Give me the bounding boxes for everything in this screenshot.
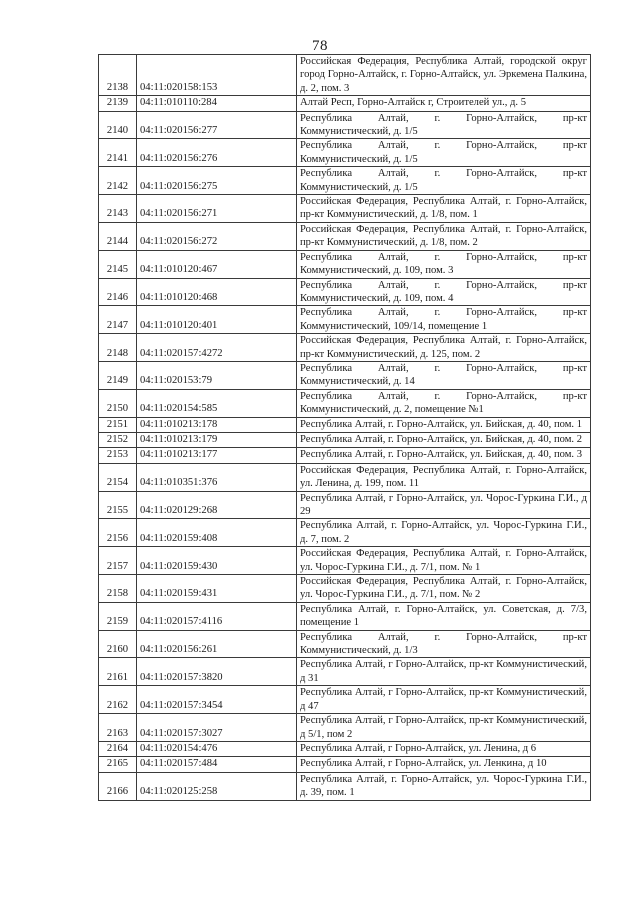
cadastral-number: 04:11:020156:271 (137, 195, 297, 223)
address: Республика Алтай, г. Горно-Алтайск, пр-кт Коммунистический, д. 1/3 (297, 630, 591, 658)
address: Республика Алтай, г. Горно-Алтайск, ул. Бийская, д. 40, пом. 1 (297, 417, 591, 432)
table-row (99, 519, 591, 547)
row-number: 2146 (99, 278, 137, 306)
address: Республика Алтай, г. Горно-Алтайск, ул. Бийская, д. 40, пом. 3 (297, 448, 591, 463)
address: Российская Федерация, Республика Алтай, г. Горно-Алтайск, пр-кт Коммунистический, д. 125, пом. 2 (297, 334, 591, 362)
table-row (99, 602, 591, 630)
table-row (99, 195, 591, 223)
row-number: 2141 (99, 139, 137, 167)
row-number: 2162 (99, 686, 137, 714)
cadastral-number: 04:11:020157:4116 (137, 602, 297, 630)
cadastral-number: 04:11:020157:3027 (137, 714, 297, 742)
row-number: 2159 (99, 602, 137, 630)
address: Республика Алтай, г Горно-Алтайск, пр-кт Коммунистический, д 47 (297, 686, 591, 714)
cadastral-number: 04:11:020156:275 (137, 167, 297, 195)
table-row (99, 139, 591, 167)
address: Республика Алтай, г. Горно-Алтайск, пр-кт Коммунистический, д. 2, помещение №1 (297, 389, 591, 417)
row-number: 2160 (99, 630, 137, 658)
cadastral-number: 04:11:020157:484 (137, 757, 297, 772)
cadastral-number: 04:11:010213:179 (137, 432, 297, 447)
cadastral-number: 04:11:010120:467 (137, 250, 297, 278)
address: Республика Алтай, г Горно-Алтайск, пр-кт Коммунистический, д 5/1, пом 2 (297, 714, 591, 742)
cadastral-number: 04:11:010213:177 (137, 448, 297, 463)
table-row (99, 417, 591, 432)
table-row (99, 491, 591, 519)
cadastral-number: 04:11:020157:3454 (137, 686, 297, 714)
address: Республика Алтай, г. Горно-Алтайск, пр-кт Коммунистический, д. 109, пом. 3 (297, 250, 591, 278)
row-number: 2155 (99, 491, 137, 519)
cadastral-number: 04:11:020157:4272 (137, 334, 297, 362)
table-row (99, 389, 591, 417)
table-row (99, 714, 591, 742)
cadastral-number: 04:11:020159:408 (137, 519, 297, 547)
cadastral-number: 04:11:010120:468 (137, 278, 297, 306)
row-number: 2164 (99, 741, 137, 756)
cadastral-number: 04:11:010213:178 (137, 417, 297, 432)
address: Республика Алтай, г Горно-Алтайск, ул. Ленина, д 6 (297, 741, 591, 756)
cadastral-number: 04:11:020156:276 (137, 139, 297, 167)
row-number: 2151 (99, 417, 137, 432)
address: Республика Алтай, г. Горно-Алтайск, ул. Бийская, д. 40, пом. 2 (297, 432, 591, 447)
address: Республика Алтай, г Горно-Алтайск, пр-кт Коммунистический, д 31 (297, 658, 591, 686)
table-row (99, 278, 591, 306)
cadastral-number: 04:11:020158:153 (137, 55, 297, 96)
row-number: 2142 (99, 167, 137, 195)
table-body (99, 55, 591, 801)
table-row (99, 772, 591, 800)
cadastral-number: 04:11:020156:277 (137, 111, 297, 139)
table-row (99, 111, 591, 139)
cadastral-number: 04:11:020159:430 (137, 547, 297, 575)
table-row (99, 757, 591, 772)
property-register-table (98, 54, 591, 801)
cadastral-number: 04:11:020125:258 (137, 772, 297, 800)
address: Российская Федерация, Республика Алтай, г. Горно-Алтайск, пр-кт Коммунистический, д. 1/8, пом. 2 (297, 222, 591, 250)
row-number: 2139 (99, 96, 137, 111)
row-number: 2138 (99, 55, 137, 96)
row-number: 2161 (99, 658, 137, 686)
cadastral-number: 04:11:020154:476 (137, 741, 297, 756)
table-row (99, 167, 591, 195)
table-row (99, 96, 591, 111)
row-number: 2165 (99, 757, 137, 772)
table-row (99, 306, 591, 334)
table-row (99, 334, 591, 362)
cadastral-number: 04:11:020153:79 (137, 361, 297, 389)
cadastral-number: 04:11:020129:268 (137, 491, 297, 519)
table-row (99, 686, 591, 714)
address: Республика Алтай, г. Горно-Алтайск, ул. Чорос-Гуркина Г.И., д. 7, пом. 2 (297, 519, 591, 547)
address: Республика Алтай, г. Горно-Алтайск, пр-кт Коммунистический, д. 1/5 (297, 139, 591, 167)
address: Российская Федерация, Республика Алтай, г. Горно-Алтайск, ул. Чорос-Гуркина Г.И., д. 7/1, пом. № 1 (297, 547, 591, 575)
address: Российская Федерация, Республика Алтай, г. Горно-Алтайск, ул. Ленина, д. 199, пом. 11 (297, 463, 591, 491)
address: Алтай Респ, Горно-Алтайск г, Строителей ул., д. 5 (297, 96, 591, 111)
table-row (99, 55, 591, 96)
row-number: 2158 (99, 575, 137, 603)
table-row (99, 658, 591, 686)
cadastral-number: 04:11:020156:272 (137, 222, 297, 250)
row-number: 2145 (99, 250, 137, 278)
row-number: 2157 (99, 547, 137, 575)
table-row (99, 547, 591, 575)
table-row (99, 222, 591, 250)
cadastral-number: 04:11:010351:376 (137, 463, 297, 491)
row-number: 2147 (99, 306, 137, 334)
table-row (99, 361, 591, 389)
cadastral-number: 04:11:020157:3820 (137, 658, 297, 686)
address: Российская Федерация, Республика Алтай, г. Горно-Алтайск, пр-кт Коммунистический, д. 1/8, пом. 1 (297, 195, 591, 223)
row-number: 2148 (99, 334, 137, 362)
row-number: 2149 (99, 361, 137, 389)
address: Республика Алтай, г. Горно-Алтайск, ул. Советская, д. 7/3, помещение 1 (297, 602, 591, 630)
address: Республика Алтай, г. Горно-Алтайск, ул. Чорос-Гуркина Г.И., д. 39, пом. 1 (297, 772, 591, 800)
row-number: 2166 (99, 772, 137, 800)
table-row (99, 741, 591, 756)
address: Республика Алтай, г. Горно-Алтайск, пр-кт Коммунистический, 109/14, помещение 1 (297, 306, 591, 334)
page-number: 78 (312, 38, 328, 54)
cadastral-number: 04:11:020159:431 (137, 575, 297, 603)
cadastral-number: 04:11:010110:284 (137, 96, 297, 111)
cadastral-number: 04:11:010120:401 (137, 306, 297, 334)
row-number: 2150 (99, 389, 137, 417)
table-row (99, 448, 591, 463)
row-number: 2143 (99, 195, 137, 223)
address: Республика Алтай, г. Горно-Алтайск, пр-кт Коммунистический, д. 14 (297, 361, 591, 389)
table-row (99, 463, 591, 491)
row-number: 2154 (99, 463, 137, 491)
row-number: 2156 (99, 519, 137, 547)
address: Российская Федерация, Республика Алтай, г. Горно-Алтайск, ул. Чорос-Гуркина Г.И., д. 7/1, пом. № 2 (297, 575, 591, 603)
row-number: 2144 (99, 222, 137, 250)
table-row (99, 250, 591, 278)
address: Республика Алтай, г Горно-Алтайск, ул. Ленкина, д 10 (297, 757, 591, 772)
address: Республика Алтай, г. Горно-Алтайск, пр-кт Коммунистический, д. 109, пом. 4 (297, 278, 591, 306)
address: Российская Федерация, Республика Алтай, городской округ город Горно-Алтайск, г. Горно-Алтайск, ул. Эркемена Палкина, д. 2, пом. 3 (297, 55, 591, 96)
row-number: 2152 (99, 432, 137, 447)
row-number: 2140 (99, 111, 137, 139)
address: Республика Алтай, г Горно-Алтайск, ул. Чорос-Гуркина Г.И., д 29 (297, 491, 591, 519)
table-row (99, 432, 591, 447)
address: Республика Алтай, г. Горно-Алтайск, пр-кт Коммунистический, д. 1/5 (297, 111, 591, 139)
cadastral-number: 04:11:020154:585 (137, 389, 297, 417)
table-row (99, 630, 591, 658)
table-row (99, 575, 591, 603)
address: Республика Алтай, г. Горно-Алтайск, пр-кт Коммунистический, д. 1/5 (297, 167, 591, 195)
row-number: 2153 (99, 448, 137, 463)
cadastral-number: 04:11:020156:261 (137, 630, 297, 658)
row-number: 2163 (99, 714, 137, 742)
